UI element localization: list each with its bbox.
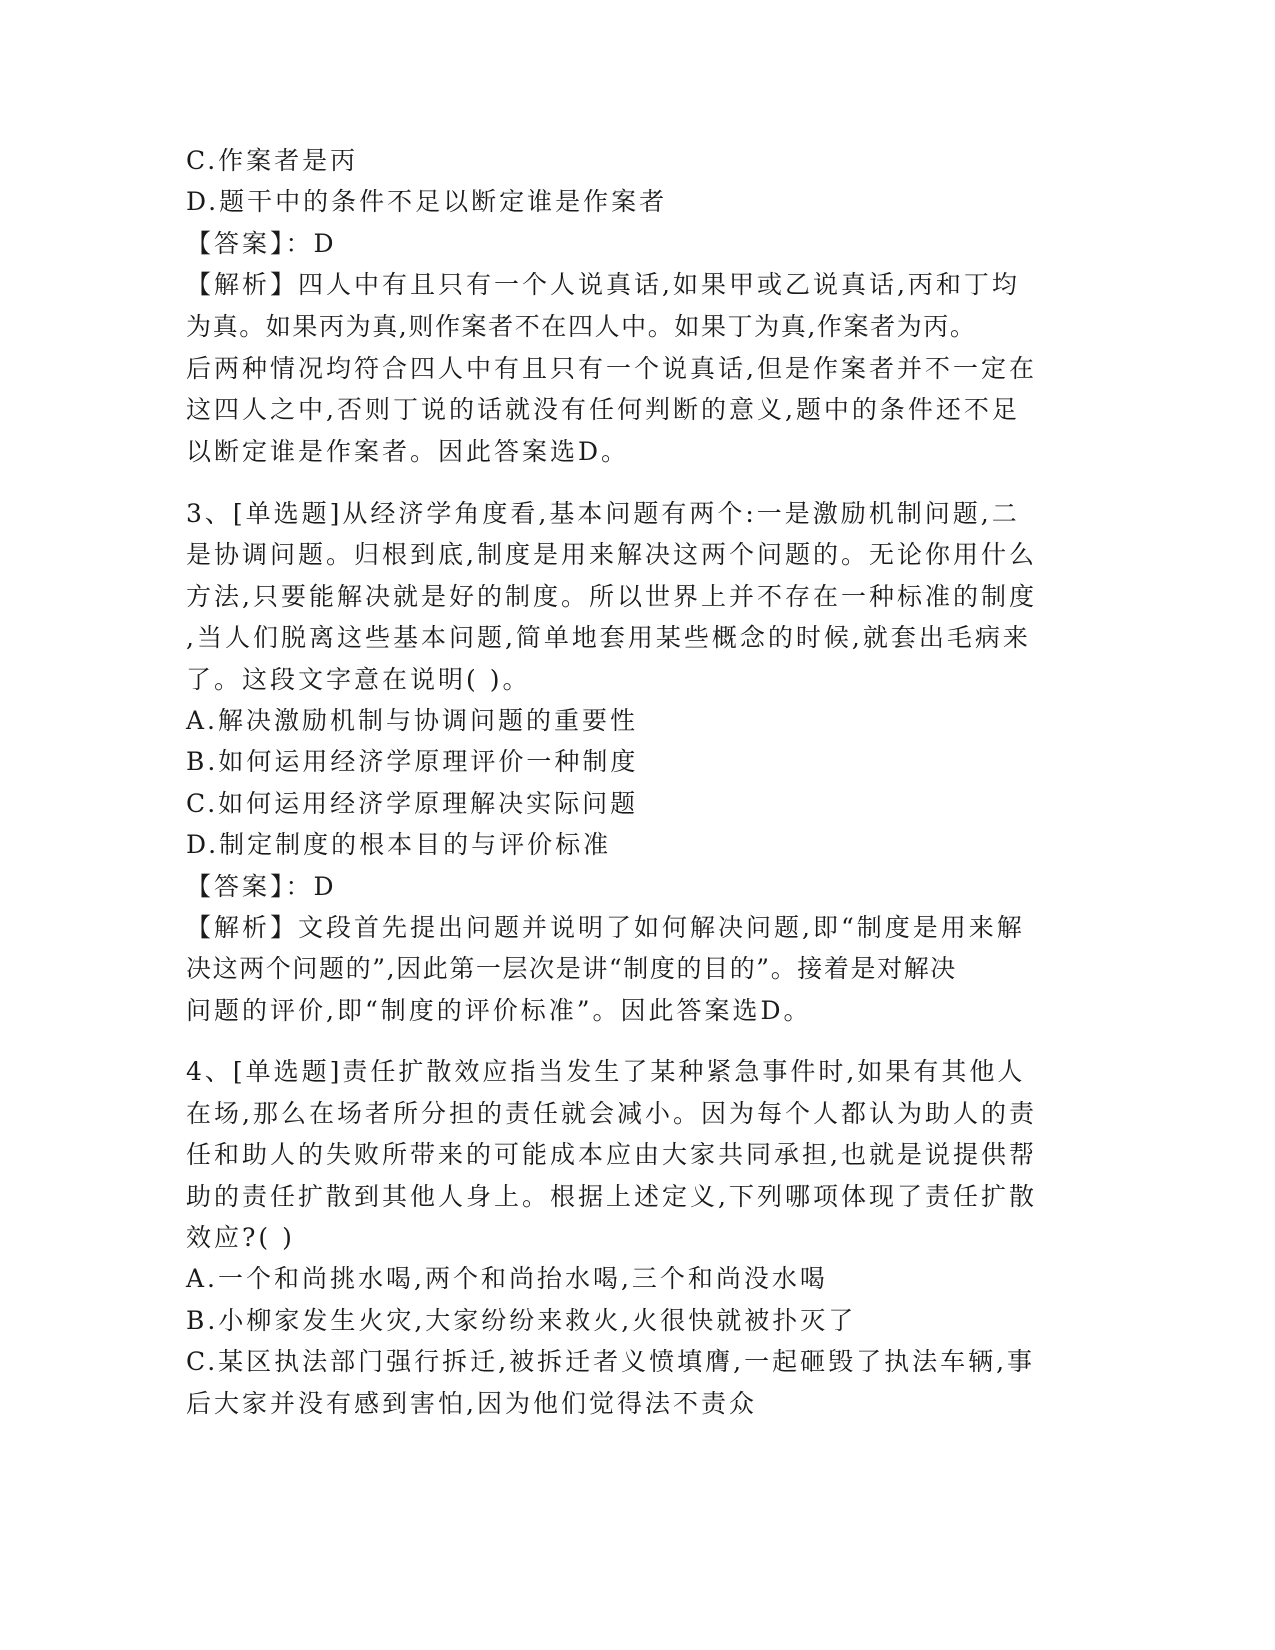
q2-option-c: C.作案者是丙 xyxy=(186,146,359,175)
q3-option-d: D.制定制度的根本目的与评价标准 xyxy=(186,830,612,859)
q3-analysis-line: 问题的评价,即“制度的评价标准”。因此答案选D。 xyxy=(186,996,812,1025)
q2-analysis-line: 为真。如果丙为真,则作案者不在四人中。如果丁为真,作案者为丙。 xyxy=(186,312,977,341)
q3-stem-line: 方法,只要能解决就是好的制度。所以世界上并不存在一种标准的制度 xyxy=(186,582,1037,611)
q4-stem-line: 4、[单选题]责任扩散效应指当发生了某种紧急事件时,如果有其他人 xyxy=(186,1057,1026,1086)
q3-option-c: C.如何运用经济学原理解决实际问题 xyxy=(186,789,639,818)
q2-option-d: D.题干中的条件不足以断定谁是作案者 xyxy=(186,187,668,216)
q4-option-c: C.某区执法部门强行拆迁,被拆迁者义愤填膺,一起砸毁了执法车辆,事 xyxy=(186,1347,1036,1376)
q3-answer: 【答案】：D xyxy=(186,872,337,901)
q3-option-a: A.解决激励机制与协调问题的重要性 xyxy=(186,706,639,735)
q2-answer: 【答案】：D xyxy=(186,229,337,258)
q3-analysis-line: 【解析】文段首先提出问题并说明了如何解决问题,即“制度是用来解 xyxy=(186,913,1025,942)
q2-analysis-line: 这四人之中,否则丁说的话就没有任何判断的意义,题中的条件还不足 xyxy=(186,395,1020,424)
q4-option-c-continued: 后大家并没有感到害怕,因为他们觉得法不责众 xyxy=(186,1389,757,1418)
q4-stem-line: 效应?( ) xyxy=(186,1223,295,1252)
q2-analysis-line: 以断定谁是作案者。因此答案选D。 xyxy=(186,437,630,466)
q4-stem-line: 任和助人的失败所带来的可能成本应由大家共同承担,也就是说提供帮 xyxy=(186,1140,1037,1169)
q3-stem-line: 了。这段文字意在说明( )。 xyxy=(186,665,531,694)
q3-stem-line: 是协调问题。归根到底,制度是用来解决这两个问题的。无论你用什么 xyxy=(186,540,1037,569)
q3-option-b: B.如何运用经济学原理评价一种制度 xyxy=(186,747,639,776)
q2-analysis-line: 【解析】四人中有且只有一个人说真话,如果甲或乙说真话,丙和丁均 xyxy=(186,270,1020,299)
q4-stem-line: 助的责任扩散到其他人身上。根据上述定义,下列哪项体现了责任扩散 xyxy=(186,1182,1037,1211)
q3-stem-line: 3、[单选题]从经济学角度看,基本问题有两个:一是激励机制问题,二 xyxy=(186,499,1020,528)
q3-analysis-line: 决这两个问题的”,因此第一层次是讲“制度的目的”。接着是对解决 xyxy=(186,954,957,983)
q2-analysis-line: 后两种情况均符合四人中有且只有一个说真话,但是作案者并不一定在 xyxy=(186,354,1037,383)
q4-stem-line: 在场,那么在场者所分担的责任就会减小。因为每个人都认为助人的责 xyxy=(186,1099,1037,1128)
q3-stem-line: ,当人们脱离这些基本问题,简单地套用某些概念的时候,就套出毛病来 xyxy=(186,623,1031,652)
q4-option-b: B.小柳家发生火灾,大家纷纷来救火,火很快就被扑灭了 xyxy=(186,1306,857,1335)
q4-option-a: A.一个和尚挑水喝,两个和尚抬水喝,三个和尚没水喝 xyxy=(186,1264,828,1293)
